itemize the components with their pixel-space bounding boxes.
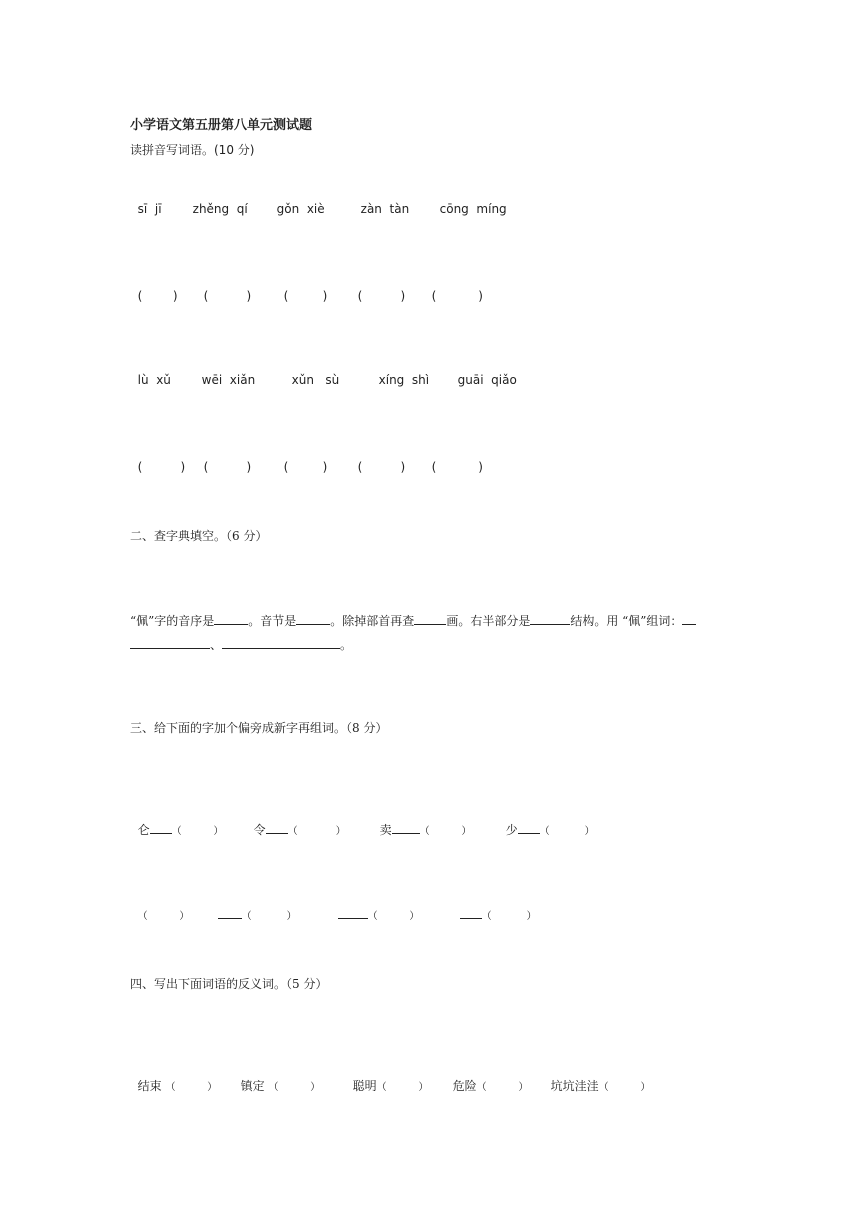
answer-paren[interactable]: （ ） [376, 1082, 429, 1093]
page-title: 小学语文第五册第八单元测试题 [130, 118, 313, 133]
pinyin-row-2 [130, 356, 517, 388]
answer-blank[interactable]: ( ) [357, 460, 406, 474]
answer-blank[interactable]: ( ) [203, 460, 252, 474]
fill-blank[interactable] [266, 821, 288, 834]
radical-char: 令 [253, 823, 266, 837]
answer-blank[interactable]: ( ) [203, 289, 252, 303]
pinyin-item: cōng míng [439, 202, 507, 216]
answer-blank[interactable]: ( ) [137, 289, 178, 303]
answer-blank[interactable]: ( ) [431, 289, 483, 303]
answer-blank[interactable]: ( ) [137, 460, 186, 474]
answer-paren[interactable]: （ ） [241, 911, 297, 922]
antonym-word: 聪明 [352, 1079, 377, 1093]
fill-blank[interactable] [296, 612, 330, 625]
answer-paren[interactable]: （ ） [171, 826, 224, 837]
answer-blank[interactable]: ( ) [283, 289, 328, 303]
q2-text: 。音节是 [248, 614, 297, 628]
pinyin-item: sī jī [137, 202, 162, 216]
answer-paren[interactable]: （ ） [287, 826, 346, 837]
radical-char: 少 [505, 823, 518, 837]
radical-item [218, 906, 338, 925]
q2-text: 、 [210, 638, 223, 652]
answer-paren[interactable]: （ ） [268, 1082, 321, 1093]
fill-blank[interactable] [460, 906, 482, 919]
answer-paren[interactable]: （ ） [598, 1082, 651, 1093]
q2-text: “佩”字的音序是 [130, 614, 215, 628]
fill-blank[interactable] [530, 612, 570, 625]
pinyin-item: guāi qiǎo [457, 373, 517, 387]
fill-blank[interactable] [392, 821, 420, 834]
fill-blank[interactable] [414, 612, 446, 625]
pinyin-item: gǒn xiè [276, 202, 325, 216]
fill-blank[interactable] [682, 612, 696, 625]
pinyin-row-1 [130, 185, 507, 217]
antonym-item [138, 1078, 241, 1096]
q2-text: 。 [340, 638, 353, 652]
radical-item [254, 821, 380, 840]
answer-paren[interactable]: （ ） [539, 826, 595, 837]
pinyin-item: wēi xiǎn [201, 373, 256, 387]
q4-items-row [130, 1062, 650, 1096]
answer-paren[interactable]: （ ） [419, 826, 472, 837]
q4-heading: 四、写出下面词语的反义词。（5 分） [130, 977, 328, 991]
q2-fill-line-2 [130, 636, 352, 653]
radical-item [506, 821, 595, 840]
q3-row-1 [130, 805, 595, 840]
antonym-word: 结束 [137, 1079, 162, 1093]
answer-blank[interactable]: ( ) [357, 289, 406, 303]
q2-fill-line-1 [130, 612, 696, 629]
answer-paren[interactable]: （ ） [137, 911, 190, 922]
answer-blanks-row-2 [130, 443, 483, 475]
radical-item [460, 906, 537, 925]
answer-blank[interactable]: ( ) [431, 460, 483, 474]
pinyin-item: lù xǔ [137, 373, 171, 387]
antonym-item [353, 1078, 453, 1096]
pinyin-item: xíng shì [378, 373, 430, 387]
answer-paren[interactable]: （ ） [165, 1082, 218, 1093]
q2-text: 结构。用 “佩”组词： [570, 614, 683, 628]
answer-blanks-row-1 [130, 272, 483, 304]
radical-char: 卖 [379, 823, 392, 837]
answer-paren[interactable]: （ ） [476, 1082, 529, 1093]
antonym-item [453, 1078, 551, 1096]
fill-blank[interactable] [338, 906, 368, 919]
antonym-item [241, 1078, 353, 1096]
radical-item [138, 821, 254, 840]
answer-paren[interactable]: （ ） [481, 911, 537, 922]
q3-heading: 三、给下面的字加个偏旁成新字再组词。（8 分） [130, 721, 388, 735]
antonym-word: 镇定 [240, 1079, 265, 1093]
q2-text: 画。右半部分是 [446, 614, 531, 628]
pinyin-item: xǔn sù [291, 373, 340, 387]
antonym-word: 危险 [452, 1079, 477, 1093]
q1-heading: 读拼音写词语。(10 分) [130, 143, 255, 157]
q2-heading: 二、查字典填空。（6 分） [130, 529, 268, 543]
pinyin-item: zàn tàn [360, 202, 410, 216]
pinyin-item: zhěng qí [192, 202, 248, 216]
q3-row-2 [130, 890, 537, 925]
antonym-word: 坑坑洼洼 [550, 1079, 599, 1093]
antonym-item [551, 1078, 651, 1096]
answer-blank[interactable]: ( ) [283, 460, 328, 474]
fill-blank[interactable] [214, 612, 248, 625]
q2-text: 。除掉部首再查 [330, 614, 415, 628]
fill-blank[interactable] [218, 906, 242, 919]
fill-blank[interactable] [222, 636, 340, 649]
fill-blank[interactable] [518, 821, 540, 834]
radical-item [338, 906, 460, 925]
radical-item [380, 821, 506, 840]
answer-paren[interactable]: （ ） [367, 911, 420, 922]
fill-blank[interactable] [150, 821, 172, 834]
radical-char: 仑 [137, 823, 150, 837]
fill-blank[interactable] [130, 636, 210, 649]
